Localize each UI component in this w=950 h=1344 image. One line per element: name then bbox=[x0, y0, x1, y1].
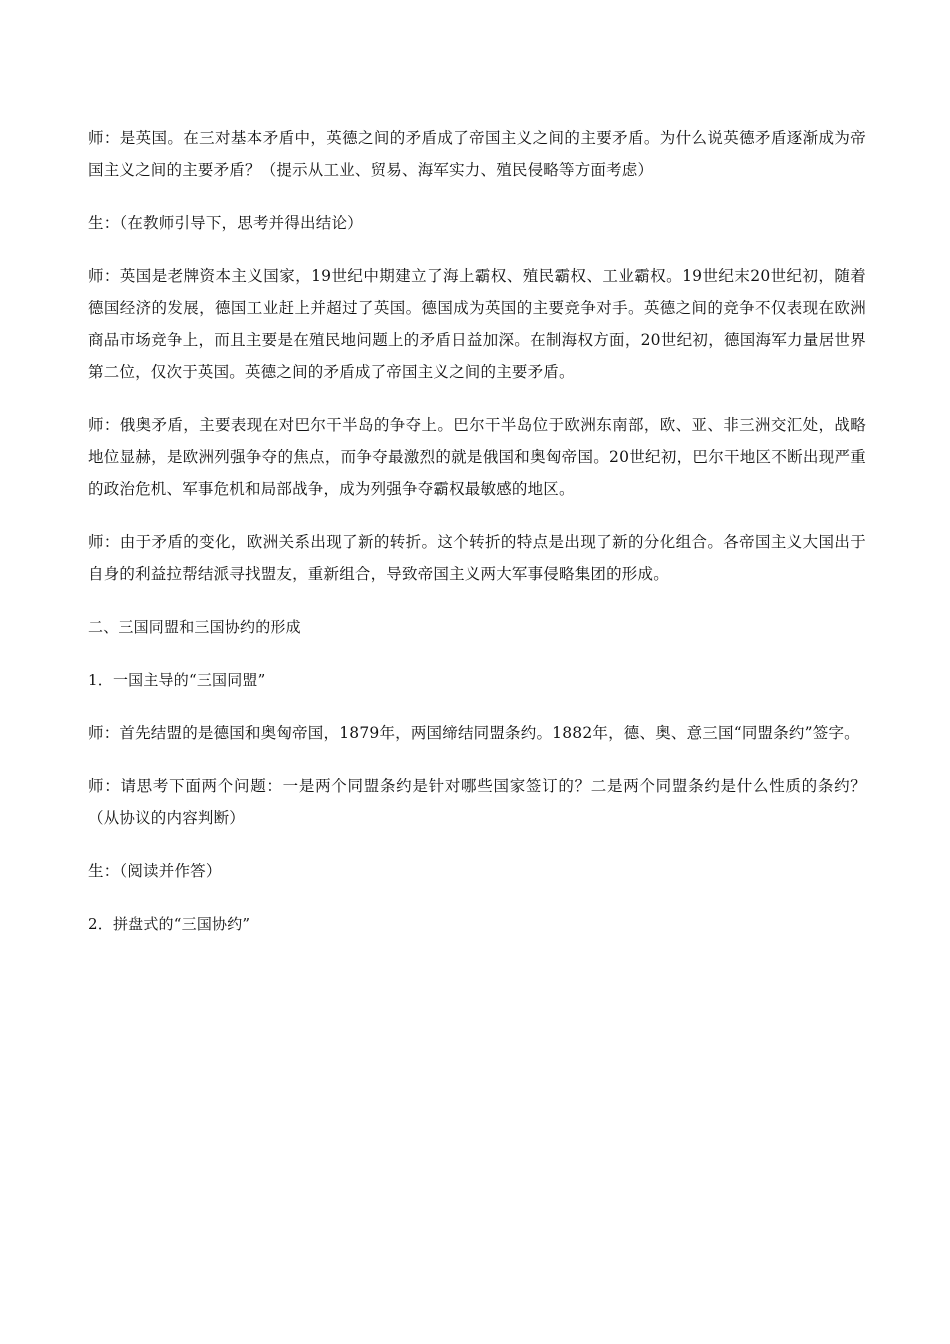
subsection-heading-triple-entente: 2．拼盘式的“三国协约” bbox=[88, 915, 251, 933]
paragraph-student-answer: 生：（阅读并作答） bbox=[88, 862, 222, 880]
paragraph-anglo-german-rivalry: 师：英国是老牌资本主义国家，19世纪中期建立了海上霸权、殖民霸权、工业霸权。19世纪末20世纪初，随着德国经济的发展，德国工业赶上并超过了英国。德国成为英国的主要竞争对手。英德之间的竞争不仅表现在欧洲商品市场竞争上，而且主要是在殖民地问题上的矛盾日益加深。在制海权方面，20世纪初，德国海军力量居世界第二位，仅次于英国。英德之间的矛盾成了帝国主义之间的主要矛盾。 bbox=[88, 267, 866, 381]
paragraph-teacher-question: 师：是英国。在三对基本矛盾中，英德之间的矛盾成了帝国主义之间的主要矛盾。为什么说英德矛盾逐渐成为帝国主义之间的主要矛盾？（提示从工业、贸易、海军实力、殖民侵略等方面考虑） bbox=[88, 129, 866, 179]
paragraph-teacher-questions: 师：请思考下面两个问题：一是两个同盟条约是针对哪些国家签订的？二是两个同盟条约是什么性质的条约？（从协议的内容判断） bbox=[88, 777, 866, 827]
paragraph-new-alignments: 师：由于矛盾的变化，欧洲关系出现了新的转折。这个转折的特点是出现了新的分化组合。各帝国主义大国出于自身的利益拉帮结派寻找盟友，重新组合，导致帝国主义两大军事侵略集团的形成。 bbox=[88, 533, 866, 583]
document-body bbox=[88, 122, 866, 940]
subsection-heading-triple-alliance: 1．一国主导的“三国同盟” bbox=[88, 671, 266, 689]
paragraph-alliance-treaties: 师：首先结盟的是德国和奥匈帝国，1879年，两国缔结同盟条约。1882年，德、奥、意三国“同盟条约”签字。 bbox=[88, 724, 860, 742]
section-heading: 二、三国同盟和三国协约的形成 bbox=[88, 618, 301, 636]
paragraph-russo-austrian-rivalry: 师：俄奥矛盾，主要表现在对巴尔干半岛的争夺上。巴尔干半岛位于欧洲东南部，欧、亚、非三洲交汇处，战略地位显赫，是欧洲列强争夺的焦点，而争夺最激烈的就是俄国和奥匈帝国。20世纪初，巴尔干地区不断出现严重的政治危机、军事危机和局部战争，成为列强争夺霸权最敏感的地区。 bbox=[88, 416, 866, 498]
paragraph-student-conclusion: 生：（在教师引导下，思考并得出结论） bbox=[88, 214, 363, 232]
